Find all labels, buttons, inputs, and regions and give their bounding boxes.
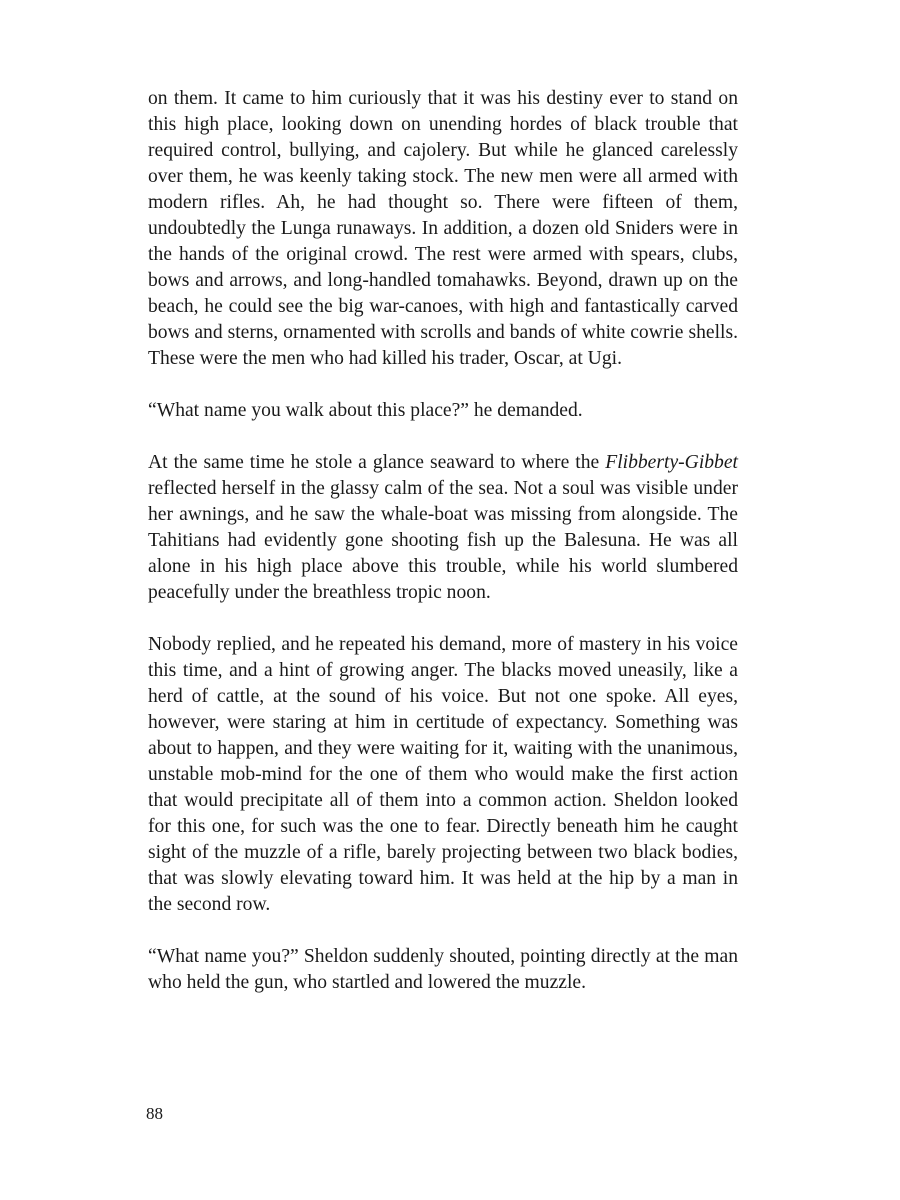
paragraph-3-part-1: At the same time he stole a glance seaward to where the: [148, 452, 606, 473]
paragraph-5: “What name you?” Sheldon suddenly shouted, pointing directly at the man who held the gun, who startled and lowered the muzzle.: [148, 946, 738, 993]
ship-name-italic: Flibberty-Gibbet: [605, 452, 738, 473]
paragraph-4: Nobody replied, and he repeated his demand, more of mastery in his voice this time, and a hint of growing anger. The blacks moved uneasily, like a herd of cattle, at the sound of his voice. But not one spoke. All eyes, however, were staring at him in certitude of expectancy. Something was about to happen, and they were waiting for it, waiting with the unanimous, unstable mob-mind for the one of them who would make the first action that would precipitate all of them into a common action. Sheldon looked for this one, for such was the one to fear. Directly beneath him he caught sight of the muzzle of a rifle, barely projecting between two black bodies, that was slowly elevating toward him. It was held at the hip by a man in the second row.: [148, 634, 738, 915]
paragraph-3-part-2: reflected herself in the glassy calm of the sea. Not a soul was visible under her awnings, and he saw the whale-boat was missing from alongside. The Tahitians had evidently gone shooting fish up the Balesuna. He was all alone in his high place above this trouble, while his world slumbered peacefully under the breathless tropic noon.: [148, 478, 738, 603]
page-body-text: [148, 86, 738, 996]
paragraph-1: on them. It came to him curiously that it was his destiny ever to stand on this high place, looking down on unending hordes of black trouble that required control, bullying, and cajolery. But while he glanced carelessly over them, he was keenly taking stock. The new men were all armed with modern rifles. Ah, he had thought so. There were fifteen of them, undoubtedly the Lunga runaways. In addition, a dozen old Sniders were in the hands of the original crowd. The rest were armed with spears, clubs, bows and arrows, and long-handled tomahawks. Beyond, drawn up on the beach, he could see the big war-canoes, with high and fantastically carved bows and sterns, ornamented with scrolls and bands of white cowrie shells. These were the men who had killed his trader, Oscar, at Ugi.: [148, 88, 738, 369]
paragraph-2-dialogue: “What name you walk about this place?” he demanded.: [148, 400, 583, 421]
page-number: 88: [146, 1104, 163, 1123]
paragraph-3: [148, 450, 738, 606]
